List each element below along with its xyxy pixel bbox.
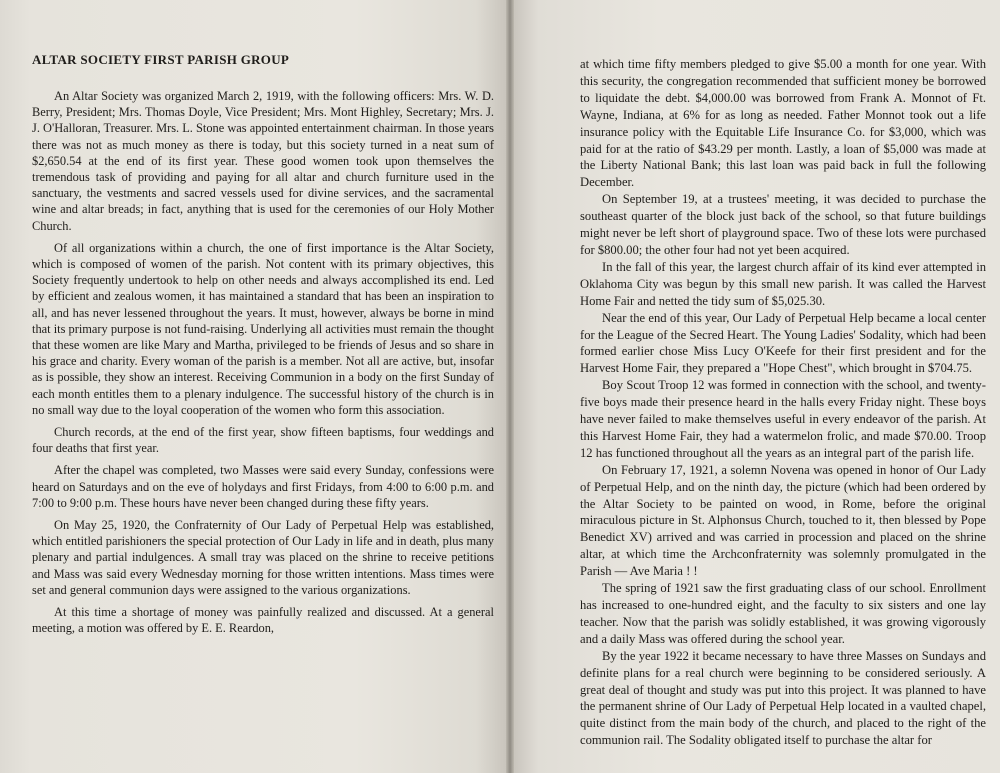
right-page (514, 0, 1000, 773)
paragraph-trustees-meeting: On September 19, at a trustees' meeting, it was decided to purchase the southeast quarter of the block just back of the school, so that future buildings might never be left short of playground space. Two of these lots were purchased for $800.00; the other four had not yet been acquired. (580, 192, 986, 257)
paragraph-confraternity: On May 25, 1920, the Confraternity of Our Lady of Perpetual Help was established, which entitled parishioners the special protection of Our Lady in life and in death, plus many plenary and partial indulgences. A small tray was placed on the shrine to receive petitions and Mass was said every Wednesday morning for those written intentions. Mass times were set and general communion days were assigned to the various organizations. (32, 518, 494, 597)
paragraph-altar-society-organized: An Altar Society was organized March 2, 1919, with the following officers: Mrs. W. D. Berry, President; Mrs. Thomas Doyle, Vice President; Mrs. Mont Highley, Secretary; Mrs. J. J. O'Halloran, Treasurer. Mrs. L. Stone was appointed entertainment chairman. In those years there was not as much money as there is today, but this society turned in a neat sum of $2,650.54 at the end of its first year. These good women took upon themselves the tremendous task of providing and paying for all altar and church furniture used in the sanctuary, the vestments and sacred vessels used for divine services, and the sacramental wine and altar breads; in fact, anything that is used for the ceremonies of our Holy Mother Church. (32, 89, 494, 233)
paragraph-money-shortage: At this time a shortage of money was painfully realized and discussed. At a general meeting, a motion was offered by E. E. Reardon, (32, 605, 494, 636)
paragraph-league-sacred-heart: Near the end of this year, Our Lady of Perpetual Help became a local center for the League of the Secred Heart. The Young Ladies' Sodality, which had been formed earlier chose Miss Lucy O'Keefe for their first president and for the Harvest Home Fair, they prepared a "Hope Chest", which brought in $704.75. (580, 310, 986, 376)
paragraph-chapel-masses: After the chapel was completed, two Masses were said every Sunday, confessions were heard on Saturdays and on the eve of holydays and first Fridays, from 4:00 to 6:00 p.m. and 7:00 to 9:00 p.m. These hours have never been changed during these fifty years. (32, 463, 494, 510)
paragraph-organizations-importance: Of all organizations within a church, the one of first importance is the Altar Society, which is composed of women of the parish. Not content with its primary objectives, this Society frequently undertook to help on other needs and always accomplished its end. Led by efficient and zealous women, it has maintained a standard that has been an inspiration to all, and has never lessened throughout the years. It must, however, always be borne in mind that its primary purpose is not fund-raising. Underlying all activities must remain the thought that these women are like Mary and Martha, privileged to be friends of Jesus and so share in his grace and charity. Every woman of the parish is a member. Not all are active, but, insofar as is possible, they show an interest. Receiving Communion in a body on the first Sunday of each month entitles them to a plenary indulgence. The successful history of the church is in no small way due to the loyal cooperation of the women who form this association. (32, 240, 494, 417)
paragraph-harvest-home-fair: In the fall of this year, the largest church affair of its kind ever attempted in Oklahoma City was begun by this small new parish. It was called the Harvest Home Fair and netted the tidy sum of $5,025.30. (580, 259, 986, 308)
paragraph-boy-scout-troop: Boy Scout Troop 12 was formed in connection with the school, and twenty-five boys made their presence heard in the halls every Friday night. These boys have never failed to make themselves useful in every endeavor of the parish. At this Harvest Home Fair, they had a watermelon frolic, and made $70.00. Troop 12 has functioned throughout all the years as an integral part of the parish life. (580, 378, 986, 460)
paragraph-first-graduating-class: The spring of 1921 saw the first graduating class of our school. Enrollment has increased to one-hundred eight, and the faculty to six sisters and one lay teacher. Now that the parish was solidly established, it was growing vigorously and a daily Mass was offered during the school year. (580, 581, 986, 646)
paragraph-loan-continuation: at which time fifty members pledged to give $5.00 a month for one year. With this security, the congregation recommended that sufficient money be borrowed to liquidate the debt. $4,000.00 was borrowed from Frank A. Monnot of Ft. Wayne, Indiana, at 6% for as long as needed. Father Monnot took out a life insurance policy with the Equitable Life Insurance Co. for $3,000, which was paid for at the ratio of $43.29 per month. Lastly, a loan of $5,000 was made at the Liberty National Bank; this last loan was paid back in full the following December. (580, 57, 986, 190)
paragraph-solemn-novena: On February 17, 1921, a solemn Novena was opened in honor of Our Lady of Perpetual Help, and on the ninth day, the picture (which had been ordered by the Altar Society to be painted on wood, in Rome, before the original miraculous picture in St. Alphonsus Church, touched to it, then blessed by Pope Benedict XV) arrived and was carried in procession and placed on the shrine altar, at which time the Archconfraternity was solemnly promulgated in the Parish — Ave Maria ! ! (580, 462, 986, 579)
book-gutter (506, 0, 514, 773)
section-heading: ALTAR SOCIETY FIRST PARISH GROUP (32, 52, 290, 67)
paragraph-three-masses: By the year 1922 it became necessary to have three Masses on Sundays and definite plans for a real church were beginning to be considered seriously. A great deal of thought and study was put into this project. It was planned to have the permanent shrine of Our Lady of Perpetual Help located in a vaulted chapel, quite distinct from the main body of the church, and placed to the right of the communion rail. The Sodality obligated itself to purchase the altar for (580, 648, 986, 748)
paragraph-church-records: Church records, at the end of the first year, show fifteen baptisms, four weddings and four deaths that first year. (32, 425, 494, 456)
